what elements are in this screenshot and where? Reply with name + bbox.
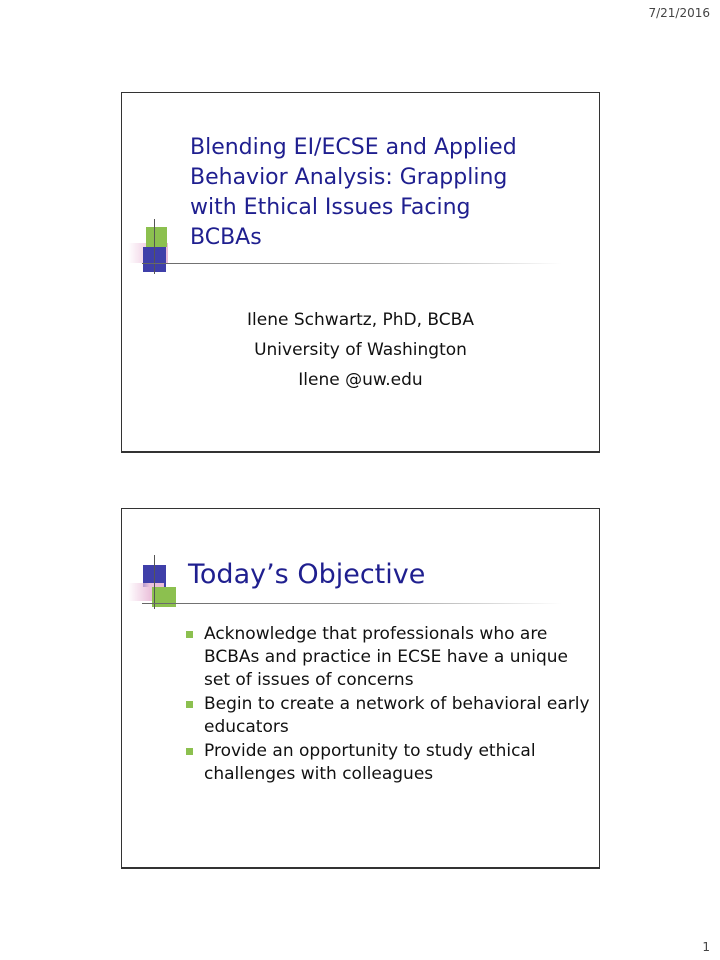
- title-line: Blending EI/ECSE and Applied: [190, 135, 517, 160]
- slide-title-text: Today’s Objective: [188, 559, 426, 590]
- author-email: Ilene @uw.edu: [298, 370, 423, 390]
- bullet-text: Begin to create a network of behavioral early educators: [204, 694, 590, 737]
- bullet-square-icon: [186, 748, 193, 755]
- bullet-item: [186, 693, 594, 739]
- slide-title-text: [190, 133, 580, 253]
- slide-title: [121, 92, 600, 453]
- bullet-text: Acknowledge that professionals who are BCBAs and practice in ECSE have a unique set of issues of concerns: [204, 624, 568, 690]
- bullet-square-icon: [186, 631, 193, 638]
- slide-subtitle: [122, 305, 599, 395]
- title-line: BCBAs: [190, 225, 262, 250]
- title-underline: [142, 603, 562, 604]
- bullet-list: [186, 623, 594, 787]
- title-line: Behavior Analysis: Grappling: [190, 165, 508, 190]
- green-block: [146, 227, 167, 247]
- author-affiliation: University of Washington: [254, 340, 467, 360]
- title-line: with Ethical Issues Facing: [190, 195, 471, 220]
- deco-vertical-line: [154, 219, 155, 274]
- bullet-text: Provide an opportunity to study ethical challenges with colleagues: [204, 741, 536, 784]
- green-block: [152, 587, 176, 607]
- page-date: 7/21/2016: [648, 6, 710, 20]
- bullet-item: [186, 740, 594, 786]
- title-underline: [142, 263, 562, 264]
- page-number: 1: [702, 940, 710, 954]
- bullet-square-icon: [186, 701, 193, 708]
- deco-vertical-line: [154, 555, 155, 609]
- author-name: Ilene Schwartz, PhD, BCBA: [247, 310, 474, 330]
- bullet-item: [186, 623, 594, 692]
- slide-objective: [121, 508, 600, 869]
